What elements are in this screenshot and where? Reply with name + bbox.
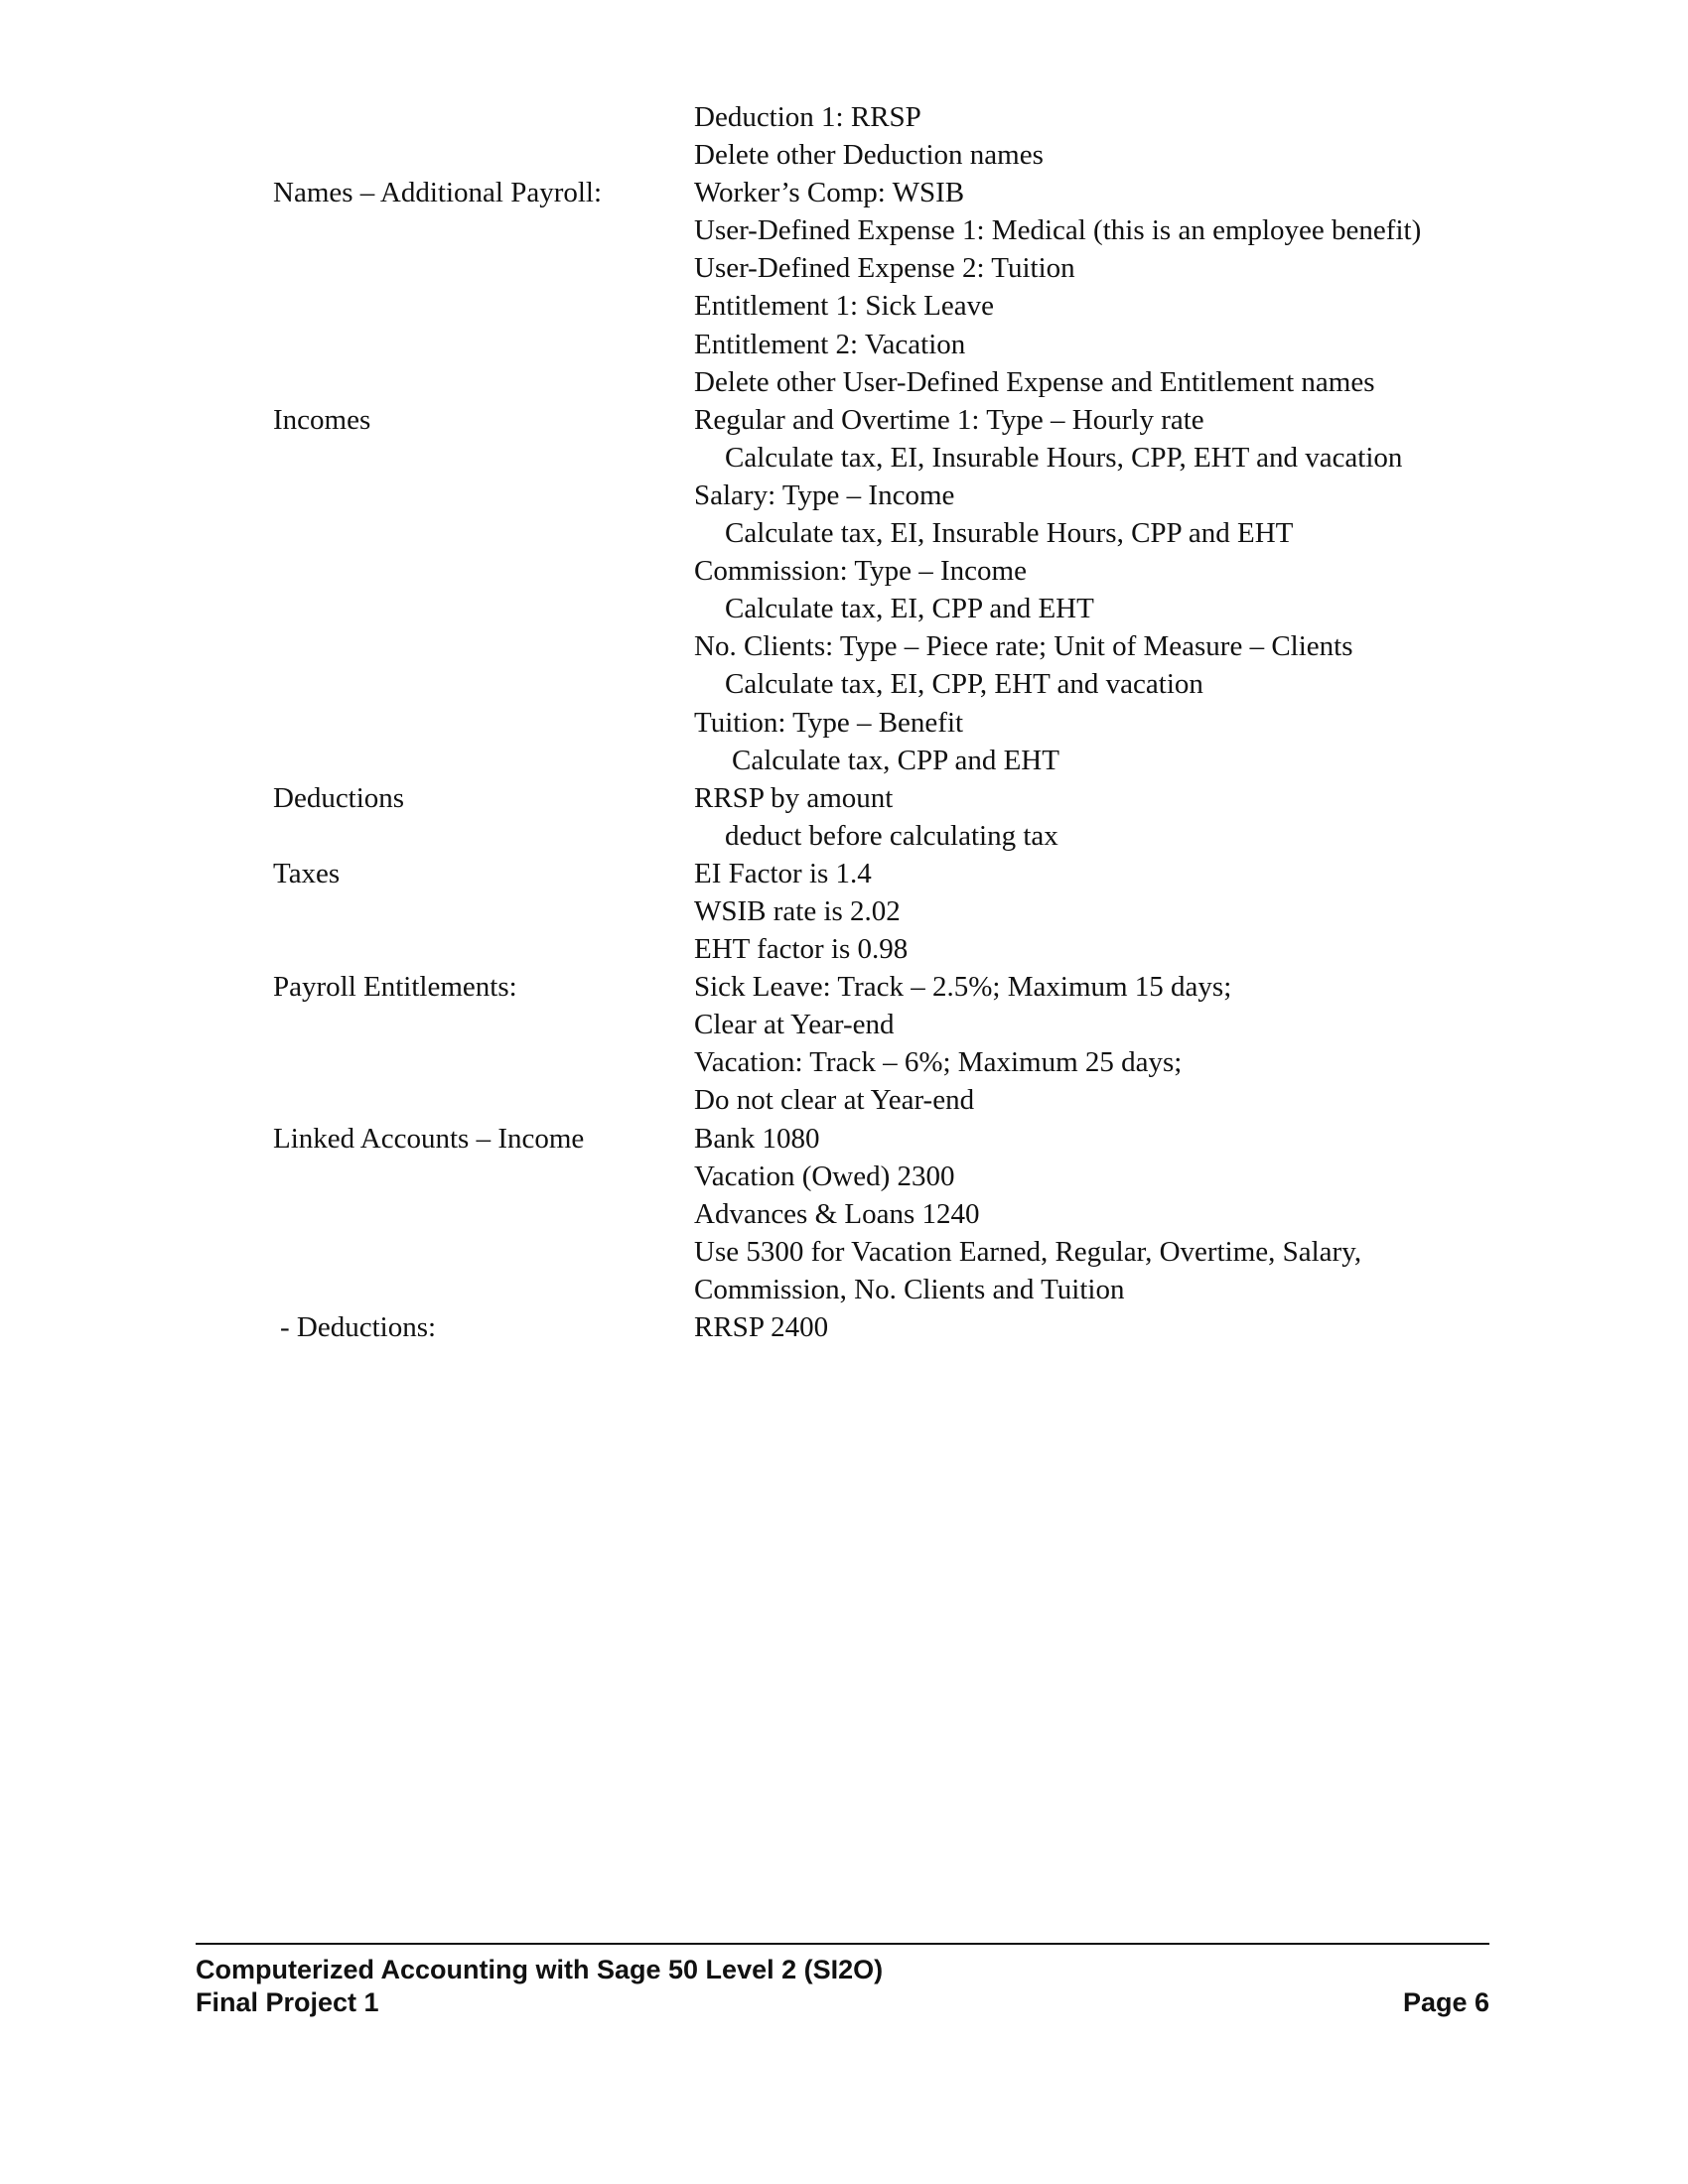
row-value: Calculate tax, EI, Insurable Hours, CPP and EHT bbox=[725, 517, 1294, 550]
settings-row bbox=[0, 779, 1688, 817]
settings-list bbox=[0, 98, 1688, 1346]
settings-row bbox=[0, 742, 1688, 779]
row-label: Deductions bbox=[273, 781, 405, 814]
row-value: Calculate tax, EI, Insurable Hours, CPP, EHT and vacation bbox=[725, 441, 1403, 474]
row-value: RRSP 2400 bbox=[694, 1311, 829, 1343]
row-value: Tuition: Type – Benefit bbox=[694, 706, 964, 739]
settings-row bbox=[0, 1233, 1688, 1271]
settings-row bbox=[0, 1081, 1688, 1119]
settings-row bbox=[0, 817, 1688, 855]
row-value: Salary: Type – Income bbox=[694, 478, 955, 511]
row-value: Do not clear at Year-end bbox=[694, 1084, 975, 1117]
footer-divider bbox=[196, 1943, 1489, 1945]
row-value: Delete other User-Defined Expense and Entitlement names bbox=[694, 365, 1375, 398]
row-value: Worker’s Comp: WSIB bbox=[694, 177, 965, 209]
row-value: Commission: Type – Income bbox=[694, 555, 1027, 588]
row-value: No. Clients: Type – Piece rate; Unit of Measure – Clients bbox=[694, 630, 1353, 663]
row-value: Bank 1080 bbox=[694, 1122, 820, 1155]
row-label: Payroll Entitlements: bbox=[273, 971, 517, 1004]
settings-row bbox=[0, 439, 1688, 477]
row-value: Deduction 1: RRSP bbox=[694, 101, 921, 133]
row-value: Use 5300 for Vacation Earned, Regular, Overtime, Salary, bbox=[694, 1235, 1362, 1268]
row-label: Linked Accounts – Income bbox=[273, 1122, 585, 1155]
settings-row bbox=[0, 1195, 1688, 1233]
settings-row bbox=[0, 1043, 1688, 1081]
settings-row bbox=[0, 1158, 1688, 1195]
settings-row bbox=[0, 514, 1688, 552]
row-value: Regular and Overtime 1: Type – Hourly rate bbox=[694, 403, 1204, 436]
row-value: Sick Leave: Track – 2.5%; Maximum 15 days; bbox=[694, 971, 1232, 1004]
row-value: EI Factor is 1.4 bbox=[694, 857, 872, 889]
row-value: Commission, No. Clients and Tuition bbox=[694, 1273, 1125, 1305]
row-value: deduct before calculating tax bbox=[725, 819, 1058, 852]
footer-page-number: Page 6 bbox=[1402, 1987, 1489, 2017]
row-value: WSIB rate is 2.02 bbox=[694, 894, 901, 927]
footer-project-title: Final Project 1 bbox=[196, 1987, 379, 2017]
settings-row bbox=[0, 287, 1688, 325]
row-value: Clear at Year-end bbox=[694, 1009, 895, 1041]
row-label: - Deductions: bbox=[280, 1311, 437, 1343]
settings-row bbox=[0, 477, 1688, 514]
footer-course-title: Computerized Accounting with Sage 50 Level 2 (SI2O) bbox=[196, 1955, 884, 1984]
row-value: RRSP by amount bbox=[694, 781, 894, 814]
settings-row bbox=[0, 401, 1688, 439]
row-value: Calculate tax, CPP and EHT bbox=[732, 744, 1059, 776]
row-label: Incomes bbox=[273, 403, 371, 436]
row-label: Taxes bbox=[273, 857, 341, 889]
row-value: Delete other Deduction names bbox=[694, 139, 1044, 172]
settings-row bbox=[0, 211, 1688, 249]
settings-row bbox=[0, 326, 1688, 363]
row-value: Entitlement 1: Sick Leave bbox=[694, 290, 994, 323]
settings-row bbox=[0, 892, 1688, 930]
row-value: Vacation (Owed) 2300 bbox=[694, 1160, 955, 1192]
settings-row bbox=[0, 704, 1688, 742]
settings-row bbox=[0, 627, 1688, 665]
settings-row bbox=[0, 590, 1688, 627]
settings-row bbox=[0, 1271, 1688, 1308]
settings-row bbox=[0, 249, 1688, 287]
row-value: Advances & Loans 1240 bbox=[694, 1197, 980, 1230]
settings-row bbox=[0, 855, 1688, 892]
row-value: User-Defined Expense 2: Tuition bbox=[694, 252, 1075, 285]
settings-row bbox=[0, 1308, 1688, 1346]
row-value: Vacation: Track – 6%; Maximum 25 days; bbox=[694, 1046, 1183, 1079]
row-value: Calculate tax, EI, CPP and EHT bbox=[725, 593, 1094, 625]
settings-row bbox=[0, 98, 1688, 136]
settings-row bbox=[0, 552, 1688, 590]
settings-row bbox=[0, 136, 1688, 174]
settings-row bbox=[0, 665, 1688, 703]
row-value: User-Defined Expense 1: Medical (this is an employee benefit) bbox=[694, 214, 1422, 247]
settings-row bbox=[0, 1120, 1688, 1158]
settings-row bbox=[0, 1006, 1688, 1043]
settings-row bbox=[0, 968, 1688, 1006]
row-value: Entitlement 2: Vacation bbox=[694, 328, 966, 360]
settings-row bbox=[0, 174, 1688, 211]
settings-row bbox=[0, 930, 1688, 968]
row-value: Calculate tax, EI, CPP, EHT and vacation bbox=[725, 668, 1203, 701]
row-value: EHT factor is 0.98 bbox=[694, 933, 909, 966]
row-label: Names – Additional Payroll: bbox=[273, 177, 603, 209]
settings-row bbox=[0, 363, 1688, 401]
